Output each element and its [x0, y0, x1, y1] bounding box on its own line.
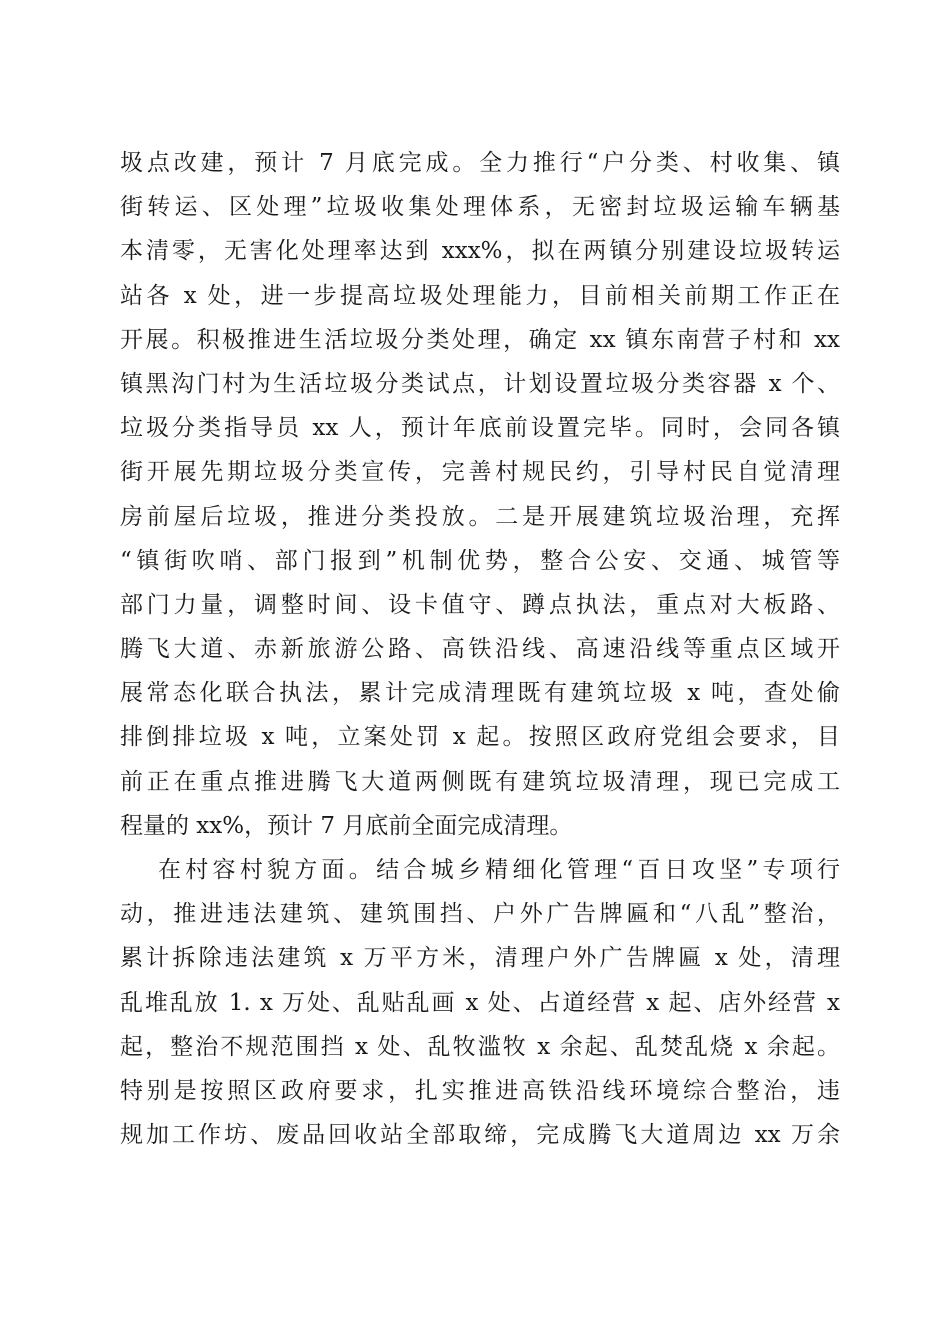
text-line: 房前屋后垃圾，推进分类投放。二是开展建筑垃圾治理，充挥: [120, 503, 840, 530]
text-line: 展常态化联合执法，累计完成清理既有建筑垃圾 x 吨，查处偷: [120, 680, 840, 707]
text-line: 乱堆乱放 1. x 万处、乱贴乱画 x 处、占道经营 x 起、店外经营 x: [120, 989, 840, 1016]
text-line: 本清零，无害化处理率达到 xxx%，拟在两镇分别建设垃圾转运: [120, 238, 840, 265]
text-line: 在村容村貌方面。结合城乡精细化管理“百日攻坚”专项行: [158, 857, 840, 883]
text-line: 排倒排垃圾 x 吨，立案处罚 x 起。按照区政府党组会要求，目: [120, 724, 840, 751]
text-line: “镇街吹哨、部门报到”机制优势，整合公安、交通、城管等: [120, 547, 840, 574]
text-line: 累计拆除违法建筑 x 万平方米，清理户外广告牌匾 x 处，清理: [120, 945, 840, 972]
text-line: 站各 x 处，进一步提高垃圾处理能力，目前相关前期工作正在: [120, 282, 840, 309]
text-line: 开展。积极推进生活垃圾分类处理，确定 xx 镇东南营子村和 xx: [120, 326, 840, 353]
text-line: 规加工作坊、废品回收站全部取缔，完成腾飞大道周边 xx 万余: [120, 1122, 840, 1149]
text-line: 前正在重点推进腾飞大道两侧既有建筑垃圾清理，现已完成工: [120, 768, 840, 795]
text-line: 程量的 xx%，预计 7 月底前全面完成清理。: [120, 812, 573, 839]
text-line: 腾飞大道、赤新旅游公路、高铁沿线、高速沿线等重点区域开: [120, 636, 840, 663]
text-line: 起，整治不规范围挡 x 处、乱牧滥牧 x 余起、乱焚乱烧 x 余起。: [120, 1033, 840, 1060]
text-line: 街开展先期垃圾分类宣传，完善村规民约，引导村民自觉清理: [120, 459, 840, 486]
text-line: 垃圾分类指导员 xx 人，预计年底前设置完毕。同时，会同各镇: [120, 415, 840, 442]
text-line: 特别是按照区政府要求，扎实推进高铁沿线环境综合整治，违: [120, 1077, 840, 1104]
text-line: 部门力量，调整时间、设卡值守、蹲点执法，重点对大板路、: [120, 591, 840, 618]
text-line: 圾点改建，预计 7 月底完成。全力推行“户分类、村收集、镇: [120, 150, 840, 176]
text-line: 动，推进违法建筑、建筑围挡、户外广告牌匾和“八乱”整治，: [120, 901, 840, 928]
paragraph-village-appearance: [120, 848, 840, 1157]
text-line: 镇黑沟门村为生活垃圾分类试点，计划设置垃圾分类容器 x 个、: [120, 370, 840, 397]
text-line: 街转运、区处理”垃圾收集处理体系，无密封垃圾运输车辆基: [120, 194, 840, 221]
paragraph-garbage-treatment: [120, 141, 840, 848]
document-body: [120, 141, 840, 1157]
